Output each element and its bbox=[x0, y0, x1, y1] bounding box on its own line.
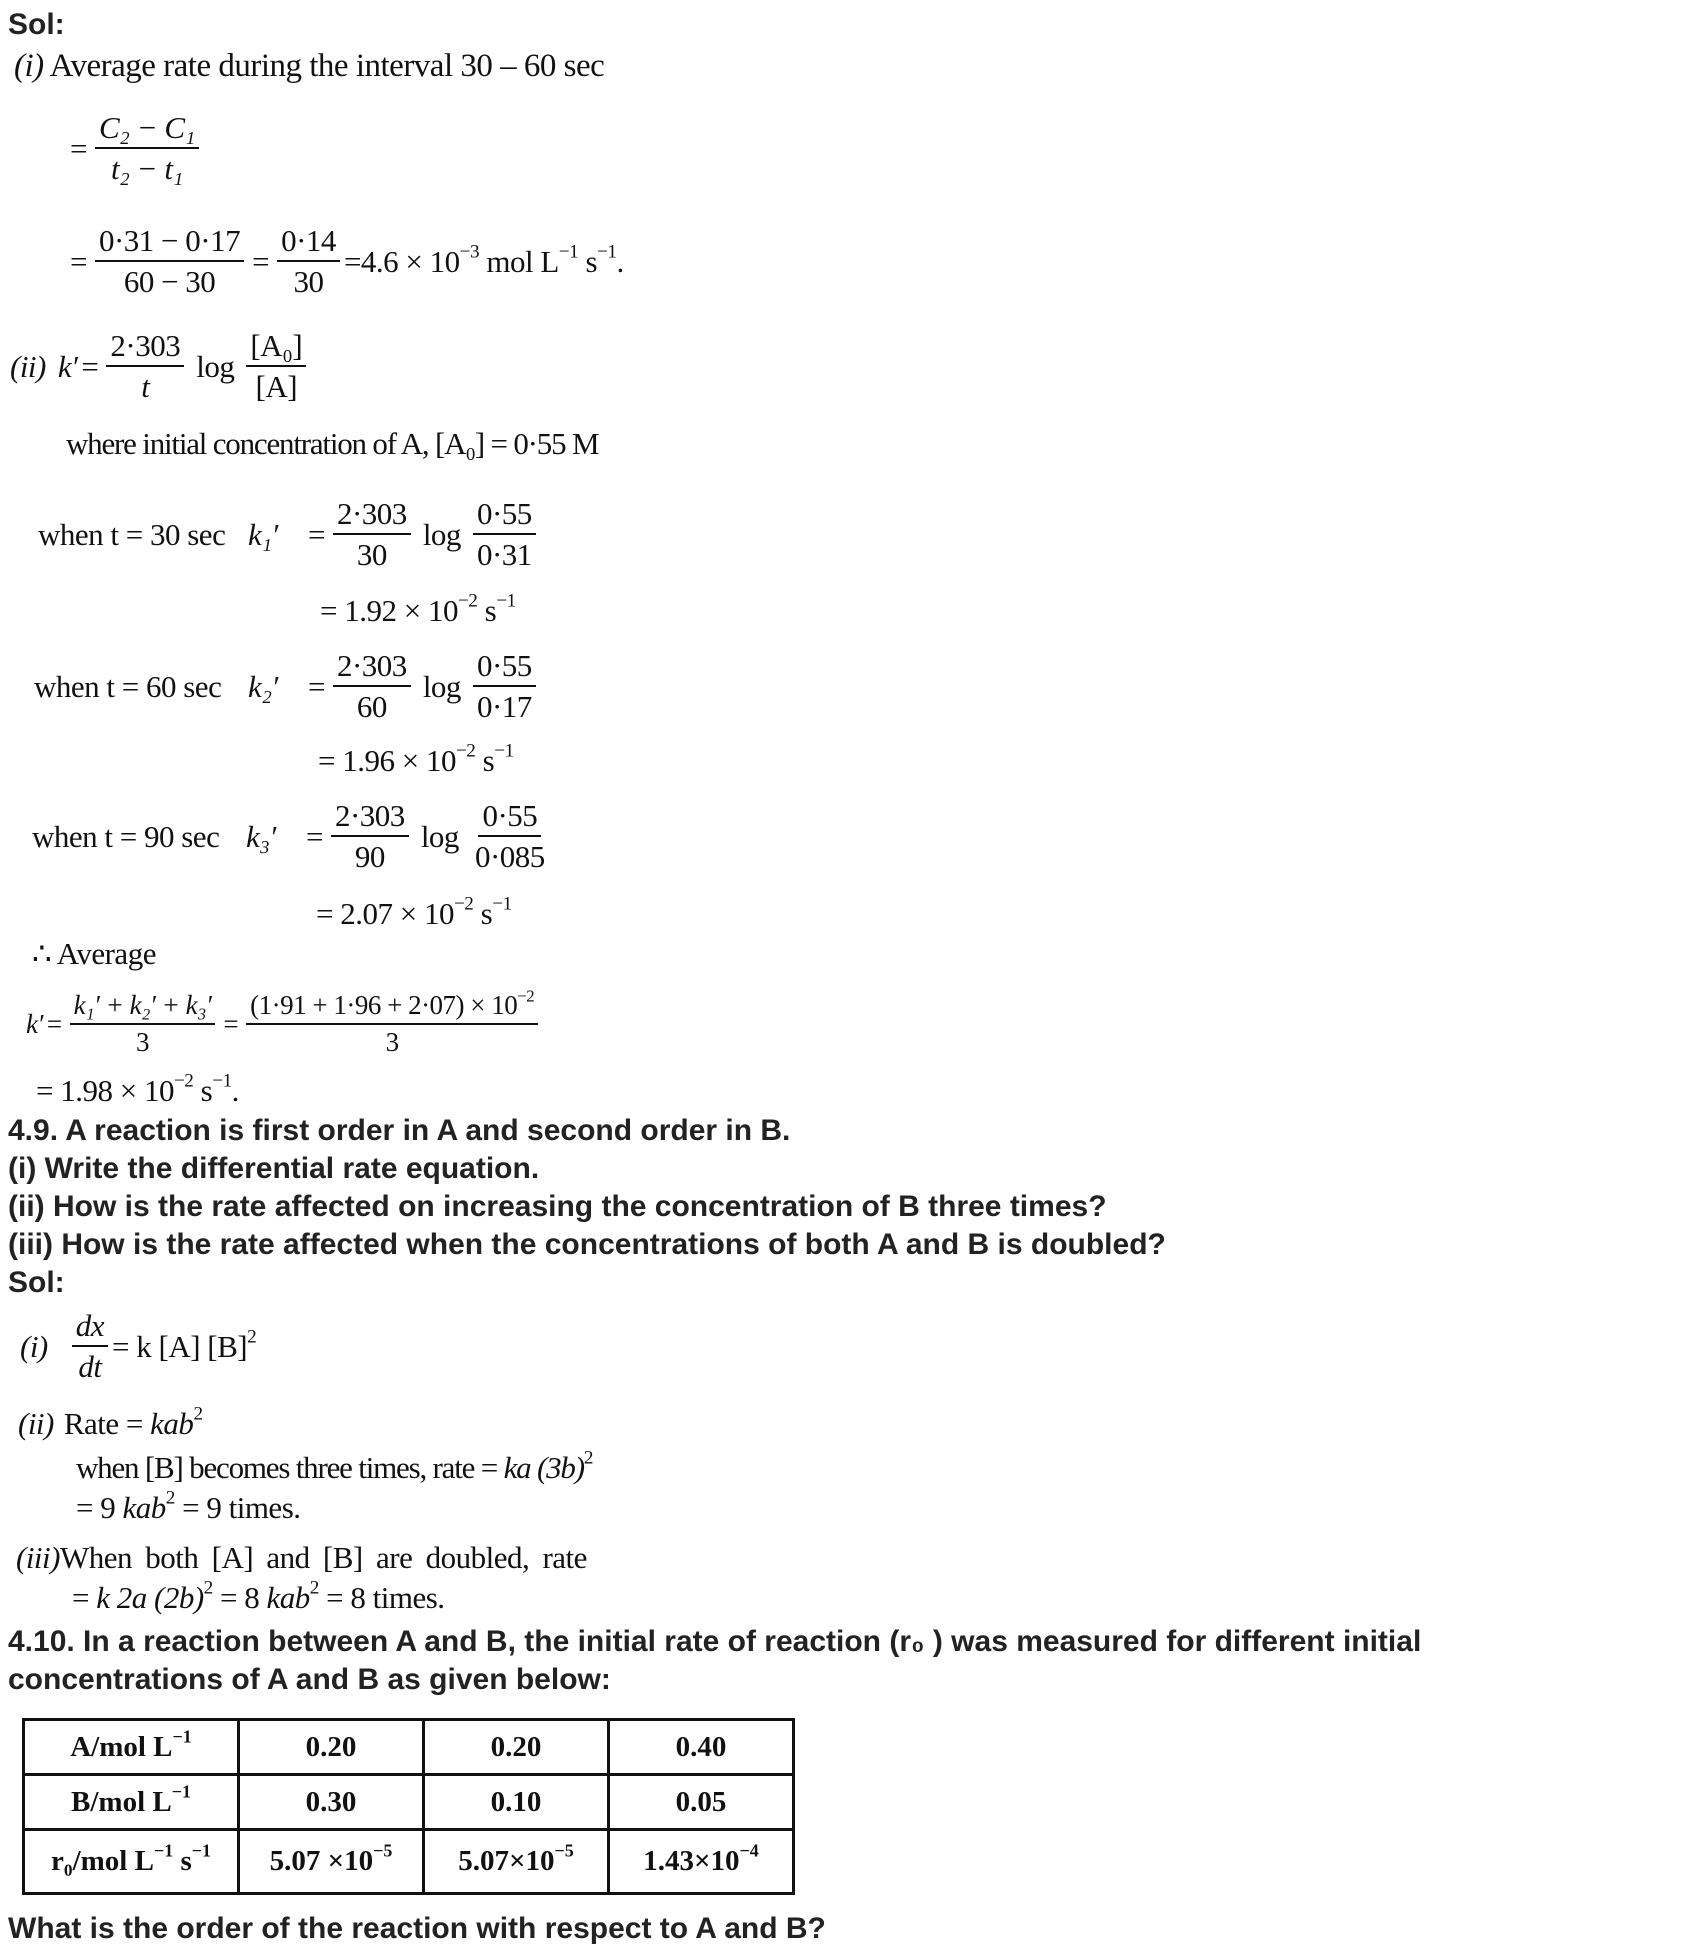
fraction-numerator: 0·55 bbox=[473, 498, 536, 535]
row-header-rate: r₀/mol $L^{-1}$ $s^{-1}$ bbox=[24, 1830, 239, 1894]
table-cell: 0.10 bbox=[424, 1775, 609, 1830]
sol-label: Sol: bbox=[8, 1266, 65, 1299]
table-cell: $1.43\times 10^{-4}$ bbox=[609, 1830, 794, 1894]
part-ii-label: (ii) bbox=[10, 348, 46, 384]
fraction-numerator: dx bbox=[72, 1310, 108, 1347]
row-header-b: B/mol $L^{-1}$ bbox=[24, 1775, 239, 1830]
k-prime: k′ bbox=[26, 1008, 43, 1039]
case-k: k₃′ bbox=[246, 818, 276, 854]
average-k-result: = $1.98 \times 10^{-2}$ $s^{-1}$. bbox=[36, 1070, 239, 1108]
log-label: log bbox=[420, 818, 459, 854]
case-t30-result: = $1.92 \times 10^{-2}$ $s^{-1}$ bbox=[320, 590, 516, 628]
case-t60 bbox=[34, 650, 540, 722]
equals-sign: = bbox=[70, 243, 87, 279]
case-t60-result: = $1.96 \times 10^{-2}$ $s^{-1}$ bbox=[318, 740, 514, 778]
equals-sign: = bbox=[223, 1008, 239, 1039]
fraction bbox=[331, 800, 409, 872]
average-rate-formula bbox=[66, 112, 203, 184]
table-cell: 0.05 bbox=[609, 1775, 794, 1830]
fraction-denominator: 60 − 30 bbox=[123, 264, 216, 299]
case-k: k₁′ bbox=[248, 516, 278, 552]
initial-concentration-text: where initial concentration of A, [A₀] = 0·55 M bbox=[66, 426, 599, 461]
case-t90-result: = $2.07 \times 10^{-2}$ $s^{-1}$ bbox=[316, 893, 512, 931]
fraction-denominator: 30 bbox=[356, 537, 387, 572]
case-t90 bbox=[32, 800, 553, 872]
case-t30 bbox=[38, 498, 540, 570]
fraction-numerator: $(1\cdot 91 + 1\cdot 96 + 2\cdot 07) \times 10^{-2}$ bbox=[246, 992, 538, 1025]
fraction bbox=[246, 330, 306, 402]
fraction-denominator: 60 bbox=[356, 689, 387, 724]
table-cell: 0.30 bbox=[239, 1775, 424, 1830]
table-row bbox=[24, 1775, 794, 1830]
average-k-formula bbox=[26, 986, 542, 1057]
fraction bbox=[106, 330, 184, 402]
part-i-label: (i) bbox=[14, 48, 44, 84]
fraction bbox=[473, 498, 536, 570]
fraction-denominator: 0·31 bbox=[476, 537, 532, 572]
sol-part-ii-line3: = 9 kab$^2$ = 9 times. bbox=[76, 1487, 301, 1525]
part-i-heading-text: Average rate during the interval 30 – 60 sec bbox=[49, 48, 605, 84]
table-cell: 0.20 bbox=[239, 1720, 424, 1775]
fraction bbox=[473, 650, 536, 722]
fraction-numerator: 0·14 bbox=[277, 225, 340, 262]
fraction bbox=[95, 112, 199, 184]
fraction-denominator: 0·085 bbox=[474, 839, 545, 874]
fraction-denominator: dt bbox=[78, 1349, 102, 1384]
sol-part-i-label: (i) bbox=[20, 1328, 48, 1364]
k-prime: k′ bbox=[57, 348, 78, 384]
row-header-a: A/mol $L^{-1}$ bbox=[24, 1720, 239, 1775]
question-4-9-part-ii: (ii) How is the rate affected on increasing the concentration of B three times? bbox=[8, 1190, 1107, 1223]
sol-part-ii-line2: when [B] becomes three times, rate = ka $(3b)^2$ bbox=[76, 1447, 593, 1485]
rate-expression: = k [A] $[B]^2$ bbox=[112, 1326, 257, 1364]
fraction-numerator: C₂ − C₁ bbox=[95, 112, 199, 149]
part-i-heading bbox=[14, 50, 604, 83]
therefore-average: ∴ Average bbox=[32, 936, 156, 971]
sol-part-iii-line2: = k 2a $(2b)^2 = 8$ kab$^2$ = 8 times. bbox=[72, 1577, 445, 1615]
fraction-denominator: 3 bbox=[385, 1027, 399, 1057]
fraction-numerator: 2·303 bbox=[106, 330, 184, 367]
question-4-10-line1: 4.10. In a reaction between A and B, the initial rate of reaction (r₀ ) was measured for different initial bbox=[8, 1625, 1422, 1658]
rate-constant-formula bbox=[10, 330, 310, 402]
equals-sign: = bbox=[308, 516, 325, 552]
fraction-denominator: [A] bbox=[255, 369, 298, 404]
sol-part-iii-line1: (iii)When both [A] and [B] are doubled, rate bbox=[16, 1540, 587, 1575]
question-4-10 bbox=[8, 1623, 1421, 1699]
table-cell: 0.40 bbox=[609, 1720, 794, 1775]
fraction-numerator: [A₀] bbox=[246, 330, 306, 367]
average-rate-result: $=4.6 \times 10^{-3}$ mol $L^{-1}$ $s^{-1}$. bbox=[343, 241, 624, 279]
table-row bbox=[24, 1830, 794, 1894]
equals-sign: = bbox=[46, 1008, 62, 1039]
sol-part-ii-label: (ii) bbox=[18, 1406, 54, 1441]
question-4-9-part-iii: (iii) How is the rate affected when the concentrations of both A and B is doubled? bbox=[8, 1228, 1166, 1261]
fraction-numerator: 2·303 bbox=[333, 650, 411, 687]
equals-sign: = bbox=[308, 668, 325, 704]
fraction-numerator: k₁′ + k₂′ + k₃′ bbox=[70, 992, 216, 1025]
fraction-denominator: t bbox=[141, 369, 150, 404]
equals-sign: = bbox=[81, 348, 99, 384]
table-row bbox=[24, 1720, 794, 1775]
fraction-numerator: 0·55 bbox=[473, 650, 536, 687]
case-when: when t = 60 sec bbox=[34, 668, 222, 704]
fraction bbox=[277, 225, 340, 297]
table-cell: $5.07\times 10^{-5}$ bbox=[424, 1830, 609, 1894]
question-4-9-part-i: (i) Write the differential rate equation. bbox=[8, 1152, 540, 1185]
case-when: when t = 30 sec bbox=[38, 516, 226, 552]
fraction-numerator: 2·303 bbox=[331, 800, 409, 837]
question-4-9 bbox=[8, 1112, 1166, 1302]
fraction bbox=[70, 992, 216, 1056]
fraction-denominator: t₂ − t₁ bbox=[111, 151, 183, 186]
sol-part-ii-line1: (ii) Rate = kab$^2$ bbox=[18, 1403, 203, 1441]
sol-part-iii-label: (iii) bbox=[16, 1540, 60, 1575]
fraction-numerator: 0·55 bbox=[478, 800, 541, 837]
log-label: log bbox=[422, 516, 461, 552]
fraction-numerator: 0·31 − 0·17 bbox=[95, 225, 244, 262]
differential-rate-equation bbox=[20, 1310, 256, 1382]
equals-sign: = bbox=[252, 243, 270, 279]
fraction-denominator: 0·17 bbox=[476, 689, 532, 724]
fraction-denominator: 30 bbox=[293, 264, 324, 299]
fraction bbox=[471, 800, 549, 872]
table-cell: $5.07 \times 10^{-5}$ bbox=[239, 1830, 424, 1894]
table-cell: 0.20 bbox=[424, 1720, 609, 1775]
average-rate-calculation bbox=[66, 225, 624, 297]
sol-label: Sol: bbox=[8, 8, 65, 41]
fraction bbox=[333, 498, 411, 570]
fraction-numerator: 2·303 bbox=[333, 498, 411, 535]
question-4-9-title: 4.9. A reaction is first order in A and second order in B. bbox=[8, 1114, 791, 1147]
fraction bbox=[246, 986, 538, 1057]
fraction-denominator: 90 bbox=[354, 839, 385, 874]
log-label: log bbox=[196, 348, 235, 384]
fraction-denominator: 3 bbox=[136, 1027, 150, 1057]
fraction bbox=[95, 225, 244, 297]
concentration-rate-table bbox=[22, 1718, 795, 1895]
fraction bbox=[72, 1310, 108, 1382]
equals-sign: = bbox=[306, 818, 323, 854]
case-k: k₂′ bbox=[248, 668, 278, 704]
log-label: log bbox=[422, 668, 461, 704]
question-4-10-line2: concentrations of A and B as given below: bbox=[8, 1663, 611, 1696]
question-4-10-order: What is the order of the reaction with respect to A and B? bbox=[8, 1912, 826, 1945]
case-when: when t = 90 sec bbox=[32, 818, 220, 854]
fraction bbox=[333, 650, 411, 722]
equals-sign: = bbox=[70, 130, 87, 166]
